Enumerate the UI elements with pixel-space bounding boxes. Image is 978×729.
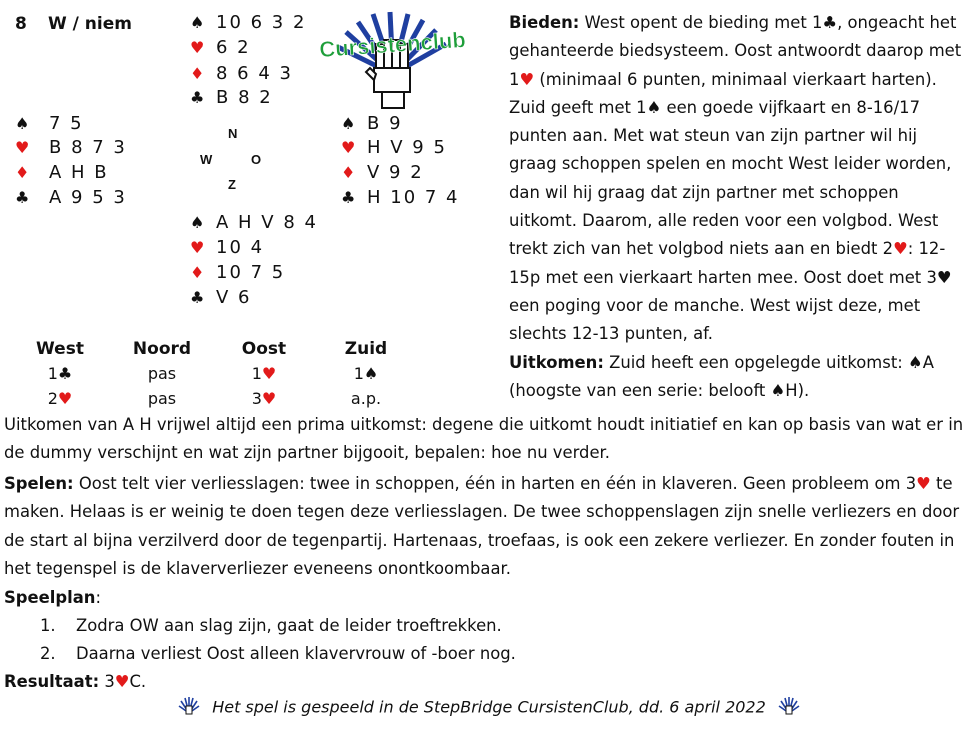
east-diamonds: ♦ V 9 2 <box>341 162 424 183</box>
bid-header-zuid: Zuid <box>344 339 388 359</box>
speelplan-heading: Speelplan: <box>4 588 102 607</box>
heart-icon: ♥ <box>15 138 32 157</box>
heart-icon: ♥ <box>341 138 358 157</box>
east-spades: ♠ B 9 <box>341 113 403 134</box>
club-icon: ♣ <box>57 364 73 383</box>
bid-west-1: 1♣ <box>47 364 73 383</box>
heart-icon: ♥ <box>190 38 207 57</box>
speelplan-item-1: 1. Zodra OW aan slag zijn, gaat de leider troeftrekken. <box>40 616 502 635</box>
club-icon: ♣ <box>190 88 207 107</box>
bid-oost-1: 1♥ <box>251 364 277 383</box>
diamond-icon: ♦ <box>190 263 207 282</box>
compass-west: W <box>200 152 213 167</box>
bieden-label: Bieden: <box>509 13 580 32</box>
result-line: Resultaat: 3♥C. <box>4 672 147 691</box>
diamond-icon: ♦ <box>190 64 207 83</box>
west-spades: ♠ 7 5 <box>15 113 84 134</box>
bidding-explanation: Bieden: West opent de bieding met 1♣, ongeacht het gehanteerde biedsysteem. Oost antwoordt daarop met 1♥ (minimaal 6 punten, minimaal vierkaart harten). Zuid geeft met 1♠ een goede vijfkaart en 8-16/17 punten aan. Met wat steun van zijn partner wil hij graag schoppen spelen en mocht West leider worden, dan wil hij graag dat zijn partner met schoppen uitkomt. Daarom, alle reden voor een volgbod. West trekt zich van het volgbod niets aan en biedt 2♥: 12-15p met een vierkaart harten mee. Oost doet met 3♥ een poging voor de manche. West wijst deze, met slechts 12-13 punten, af. Uitkomen: Zuid heeft een opgelegde uitkomst: ♠A (hoogste van een serie: belooft ♠H). <box>509 9 969 405</box>
spade-icon: ♠ <box>190 13 207 32</box>
speelplan-item-2: 2. Daarna verliest Oost alleen klavervrouw of -boer nog. <box>40 644 516 663</box>
south-hearts: ♥ 10 4 <box>190 237 265 258</box>
uitkomen-label: Uitkomen: <box>509 352 604 372</box>
play-paragraph: Spelen: Oost telt vier verliesslagen: twee in schoppen, één in harten en één in klaveren. Geen probleem om 3♥ te maken. Helaas is er weinig te doen tegen deze verliesslagen. De twee schoppenslagen zijn snelle verliezers en door de start al bijna verzilverd door de tegenpartij. Hartenaas, troefaas, is ook een zekere verliezer. En zonder fouten in het tegenspel is de klaververliezer eveneens onontkoombaar. <box>4 474 960 578</box>
club-icon: ♣ <box>190 288 207 307</box>
heart-icon: ♥ <box>114 672 130 691</box>
footer <box>0 697 978 719</box>
heart-icon: ♥ <box>936 267 952 287</box>
compass-north: N <box>228 126 238 141</box>
spelen-label: Spelen: <box>4 474 74 493</box>
club-icon: ♣ <box>341 188 358 207</box>
footer-text: Het spel is gespeeld in de StepBridge CursistenClub, dd. 6 april 2022 <box>212 697 766 717</box>
lead-note: Uitkomen van A H vrijwel altijd een prima uitkomst: degene die uitkomt houdt initiatief en kan op basis van wat er in de dummy verschijnt en wat zijn partner bijgooit, bepalen: hoe nu verder. <box>4 415 964 463</box>
board-number: 8 <box>15 14 27 34</box>
diamond-icon: ♦ <box>15 163 32 182</box>
north-hearts: ♥ 6 2 <box>190 37 251 58</box>
diamond-icon: ♦ <box>341 163 358 182</box>
heart-icon: ♥ <box>519 69 535 89</box>
speelplan-label: Speelplan <box>4 588 96 607</box>
bid-noord-2: pas <box>147 389 177 408</box>
spade-icon: ♠ <box>770 380 786 400</box>
club-icon: ♣ <box>822 13 838 32</box>
bid-west-2: 2♥ <box>47 389 73 408</box>
east-hearts: ♥ H V 9 5 <box>341 137 447 158</box>
heart-icon: ♥ <box>57 389 73 408</box>
resultaat-label: Resultaat: <box>4 672 100 691</box>
north-spades: ♠ 10 6 3 2 <box>190 12 307 33</box>
heart-icon: ♥ <box>261 389 277 408</box>
west-hearts: ♥ B 8 7 3 <box>15 137 127 158</box>
spade-icon: ♠ <box>907 352 923 372</box>
heart-icon: ♥ <box>190 238 207 257</box>
spade-icon: ♠ <box>341 114 358 133</box>
spade-icon: ♠ <box>363 364 379 383</box>
compass-south: Z <box>228 177 236 192</box>
compass-east: O <box>251 152 262 167</box>
north-clubs: ♣ B 8 2 <box>190 87 273 108</box>
bid-header-oost: Oost <box>241 339 287 359</box>
bid-header-west: West <box>36 339 84 359</box>
bid-zuid-2: a.p. <box>350 389 382 408</box>
heart-icon: ♥ <box>893 239 908 259</box>
west-clubs: ♣ A 9 5 3 <box>15 187 127 208</box>
spade-icon: ♠ <box>646 97 662 117</box>
bid-oost-2: 3♥ <box>251 389 277 408</box>
dealer-vulnerability: W / niem <box>48 14 132 34</box>
south-clubs: ♣ V 6 <box>190 287 252 308</box>
club-icon: ♣ <box>15 188 32 207</box>
opening-lead-paragraph: Uitkomen: Zuid heeft een opgelegde uitkomst: ♠A (hoogste van een serie: belooft ♠H). <box>509 352 934 400</box>
fan-logo-icon <box>178 697 200 719</box>
fan-logo-icon <box>778 697 800 719</box>
bid-zuid-1: 1♠ <box>353 364 379 383</box>
cursistenclub-logo <box>318 2 468 112</box>
heart-icon: ♥ <box>261 364 277 383</box>
spade-icon: ♠ <box>190 213 207 232</box>
west-diamonds: ♦ A H B <box>15 162 109 183</box>
bid-header-noord: Noord <box>132 339 192 359</box>
east-clubs: ♣ H 10 7 4 <box>341 187 460 208</box>
heart-icon: ♥ <box>916 474 931 493</box>
logo-fan-icon <box>338 12 446 108</box>
south-diamonds: ♦ 10 7 5 <box>190 262 286 283</box>
south-spades: ♠ A H V 8 4 <box>190 212 318 233</box>
spade-icon: ♠ <box>15 114 32 133</box>
north-diamonds: ♦ 8 6 4 3 <box>190 63 293 84</box>
bid-noord-1: pas <box>147 364 177 383</box>
logo-text: Cursistenclub <box>318 26 467 63</box>
